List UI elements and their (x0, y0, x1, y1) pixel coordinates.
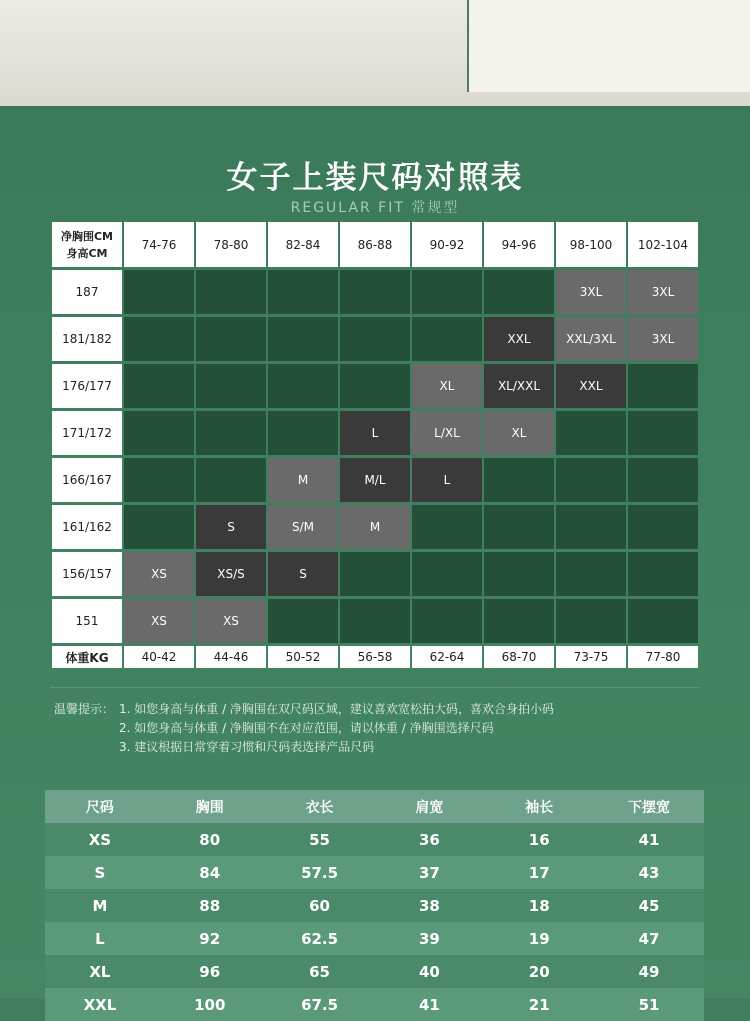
table-cell: 41 (418, 995, 440, 1014)
height-row-header: 181/182 (52, 317, 122, 361)
chest-range-header: 102-104 (628, 222, 698, 267)
size-cell: XL/XXL (484, 364, 554, 408)
table-header-cell: 胸围 (195, 799, 224, 816)
empty-cell (196, 411, 266, 455)
empty-cell (268, 364, 338, 408)
corner-height-label: 身高CM (66, 246, 108, 260)
size-cell: XXL (484, 317, 554, 361)
empty-cell (268, 599, 338, 643)
table-cell: 57.5 (301, 863, 339, 882)
size-cell: S (268, 552, 338, 596)
weight-cell: 56-58 (340, 646, 410, 668)
size-cell: XXL/3XL (556, 317, 626, 361)
table-cell: M (92, 896, 108, 915)
table-cell: 88 (199, 896, 221, 915)
size-cell: XL (484, 411, 554, 455)
empty-cell (556, 411, 626, 455)
table-cell: 43 (638, 863, 660, 882)
weight-cell: 73-75 (556, 646, 626, 668)
table-cell: 40 (418, 962, 440, 981)
empty-cell (196, 317, 266, 361)
empty-cell (484, 458, 554, 502)
size-cell: L (340, 411, 410, 455)
size-cell: 3XL (628, 317, 698, 361)
weight-cell: 68-70 (484, 646, 554, 668)
weight-cell: 40-42 (124, 646, 194, 668)
empty-cell (196, 458, 266, 502)
table-cell: 62.5 (301, 929, 339, 948)
height-row-header: 176/177 (52, 364, 122, 408)
empty-cell (412, 505, 482, 549)
empty-cell (628, 458, 698, 502)
weight-row-header: 体重KG (52, 646, 122, 668)
empty-cell (484, 505, 554, 549)
size-cell: S/M (268, 505, 338, 549)
empty-cell (124, 364, 194, 408)
table-header-cell: 下摆宽 (628, 799, 671, 816)
table-cell: 47 (638, 929, 660, 948)
size-cell: S (196, 505, 266, 549)
table-header-cell: 肩宽 (415, 799, 444, 816)
size-cell: XXL (556, 364, 626, 408)
table-cell: 60 (309, 896, 330, 915)
empty-cell (412, 317, 482, 361)
empty-cell (412, 270, 482, 314)
table-cell: 55 (309, 830, 330, 849)
size-cell: XS/S (196, 552, 266, 596)
tips-label: 温馨提示： (54, 702, 115, 716)
empty-cell (556, 505, 626, 549)
table-row (45, 856, 704, 889)
table-cell: 19 (528, 929, 550, 948)
table-cell: 36 (418, 830, 440, 849)
empty-cell (412, 552, 482, 596)
weight-cell: 77-80 (628, 646, 698, 668)
table-cell: 67.5 (301, 995, 339, 1014)
corner-chest-label: 净胸围CM (60, 229, 114, 243)
height-row-header: 151 (52, 599, 122, 643)
height-row-header: 156/157 (52, 552, 122, 596)
table-row (45, 922, 704, 955)
page-title: 女子上装尺码对照表 (226, 160, 524, 196)
tip-item: 3. 建议根据日常穿着习惯和尺码表选择产品尺码 (119, 740, 375, 754)
weight-cell: 62-64 (412, 646, 482, 668)
height-row-header: 187 (52, 270, 122, 314)
empty-cell (484, 599, 554, 643)
table-cell: L (95, 929, 105, 948)
empty-cell (268, 270, 338, 314)
table-row (45, 823, 704, 856)
height-row-header: 171/172 (52, 411, 122, 455)
chest-range-header: 90-92 (412, 222, 482, 267)
table-cell: 39 (418, 929, 440, 948)
size-cell: M (268, 458, 338, 502)
size-cell: XS (196, 599, 266, 643)
empty-cell (124, 317, 194, 361)
banner-panel (467, 0, 750, 92)
chest-range-header: 74-76 (124, 222, 194, 267)
table-header-cell: 衣长 (305, 799, 334, 816)
table-cell: XXL (83, 995, 117, 1014)
chest-range-header: 98-100 (556, 222, 626, 267)
size-cell: L (412, 458, 482, 502)
empty-cell (556, 458, 626, 502)
table-cell: 17 (528, 863, 550, 882)
empty-cell (196, 364, 266, 408)
size-cell: XS (124, 599, 194, 643)
table-row (45, 889, 704, 922)
empty-cell (268, 411, 338, 455)
empty-cell (556, 552, 626, 596)
table-cell: 37 (418, 863, 440, 882)
table-header-row (45, 790, 704, 823)
table-cell: 51 (638, 995, 660, 1014)
empty-cell (628, 599, 698, 643)
divider (50, 687, 700, 688)
table-cell: 92 (199, 929, 221, 948)
table-row (45, 955, 704, 988)
table-cell: XS (88, 830, 112, 849)
table-cell: 18 (528, 896, 550, 915)
height-row-header: 161/162 (52, 505, 122, 549)
empty-cell (340, 552, 410, 596)
table-cell: S (94, 863, 106, 882)
table-cell: 41 (638, 830, 660, 849)
empty-cell (628, 364, 698, 408)
chest-range-header: 94-96 (484, 222, 554, 267)
empty-cell (124, 411, 194, 455)
size-cell: M/L (340, 458, 410, 502)
table-cell: 20 (528, 962, 550, 981)
table-cell: 21 (528, 995, 550, 1014)
table-cell: 65 (309, 962, 330, 981)
height-row-header: 166/167 (52, 458, 122, 502)
table-cell: 84 (199, 863, 221, 882)
tip-item: 1. 如您身高与体重 / 净胸围在双尺码区域，建议喜欢宽松拍大码，喜欢合身拍小码 (119, 702, 554, 716)
empty-cell (484, 270, 554, 314)
weight-cell: 44-46 (196, 646, 266, 668)
chest-range-header: 82-84 (268, 222, 338, 267)
tips-list (119, 700, 639, 757)
size-cell: L/XL (412, 411, 482, 455)
table-row (45, 988, 704, 1021)
size-cell: 3XL (556, 270, 626, 314)
table-header-cell: 袖长 (525, 799, 554, 816)
size-cell: XL (412, 364, 482, 408)
chest-range-header: 86-88 (340, 222, 410, 267)
empty-cell (124, 505, 194, 549)
empty-cell (340, 270, 410, 314)
empty-cell (124, 458, 194, 502)
top-banner (0, 0, 750, 106)
empty-cell (484, 552, 554, 596)
empty-cell (340, 364, 410, 408)
empty-cell (124, 270, 194, 314)
empty-cell (628, 505, 698, 549)
empty-cell (268, 317, 338, 361)
size-cell: 3XL (628, 270, 698, 314)
empty-cell (196, 270, 266, 314)
empty-cell (628, 411, 698, 455)
size-cell: M (340, 505, 410, 549)
table-cell: XL (89, 962, 111, 981)
table-cell: 16 (528, 830, 550, 849)
empty-cell (340, 599, 410, 643)
table-cell: 45 (638, 896, 660, 915)
weight-cell: 50-52 (268, 646, 338, 668)
tip-item: 2. 如您身高与体重 / 净胸围不在对应范围，请以体重 / 净胸围选择尺码 (119, 721, 494, 735)
empty-cell (340, 317, 410, 361)
table-header-cell: 尺码 (85, 799, 114, 816)
page-subtitle: REGULAR FIT 常规型 (290, 200, 460, 216)
table-cell: 100 (194, 995, 226, 1014)
table-cell: 96 (199, 962, 221, 981)
table-cell: 80 (199, 830, 221, 849)
chest-range-header: 78-80 (196, 222, 266, 267)
table-cell: 49 (638, 962, 660, 981)
table-cell: 38 (418, 896, 440, 915)
empty-cell (556, 599, 626, 643)
size-cell: XS (124, 552, 194, 596)
matrix-corner-header (52, 222, 122, 267)
empty-cell (412, 599, 482, 643)
empty-cell (628, 552, 698, 596)
